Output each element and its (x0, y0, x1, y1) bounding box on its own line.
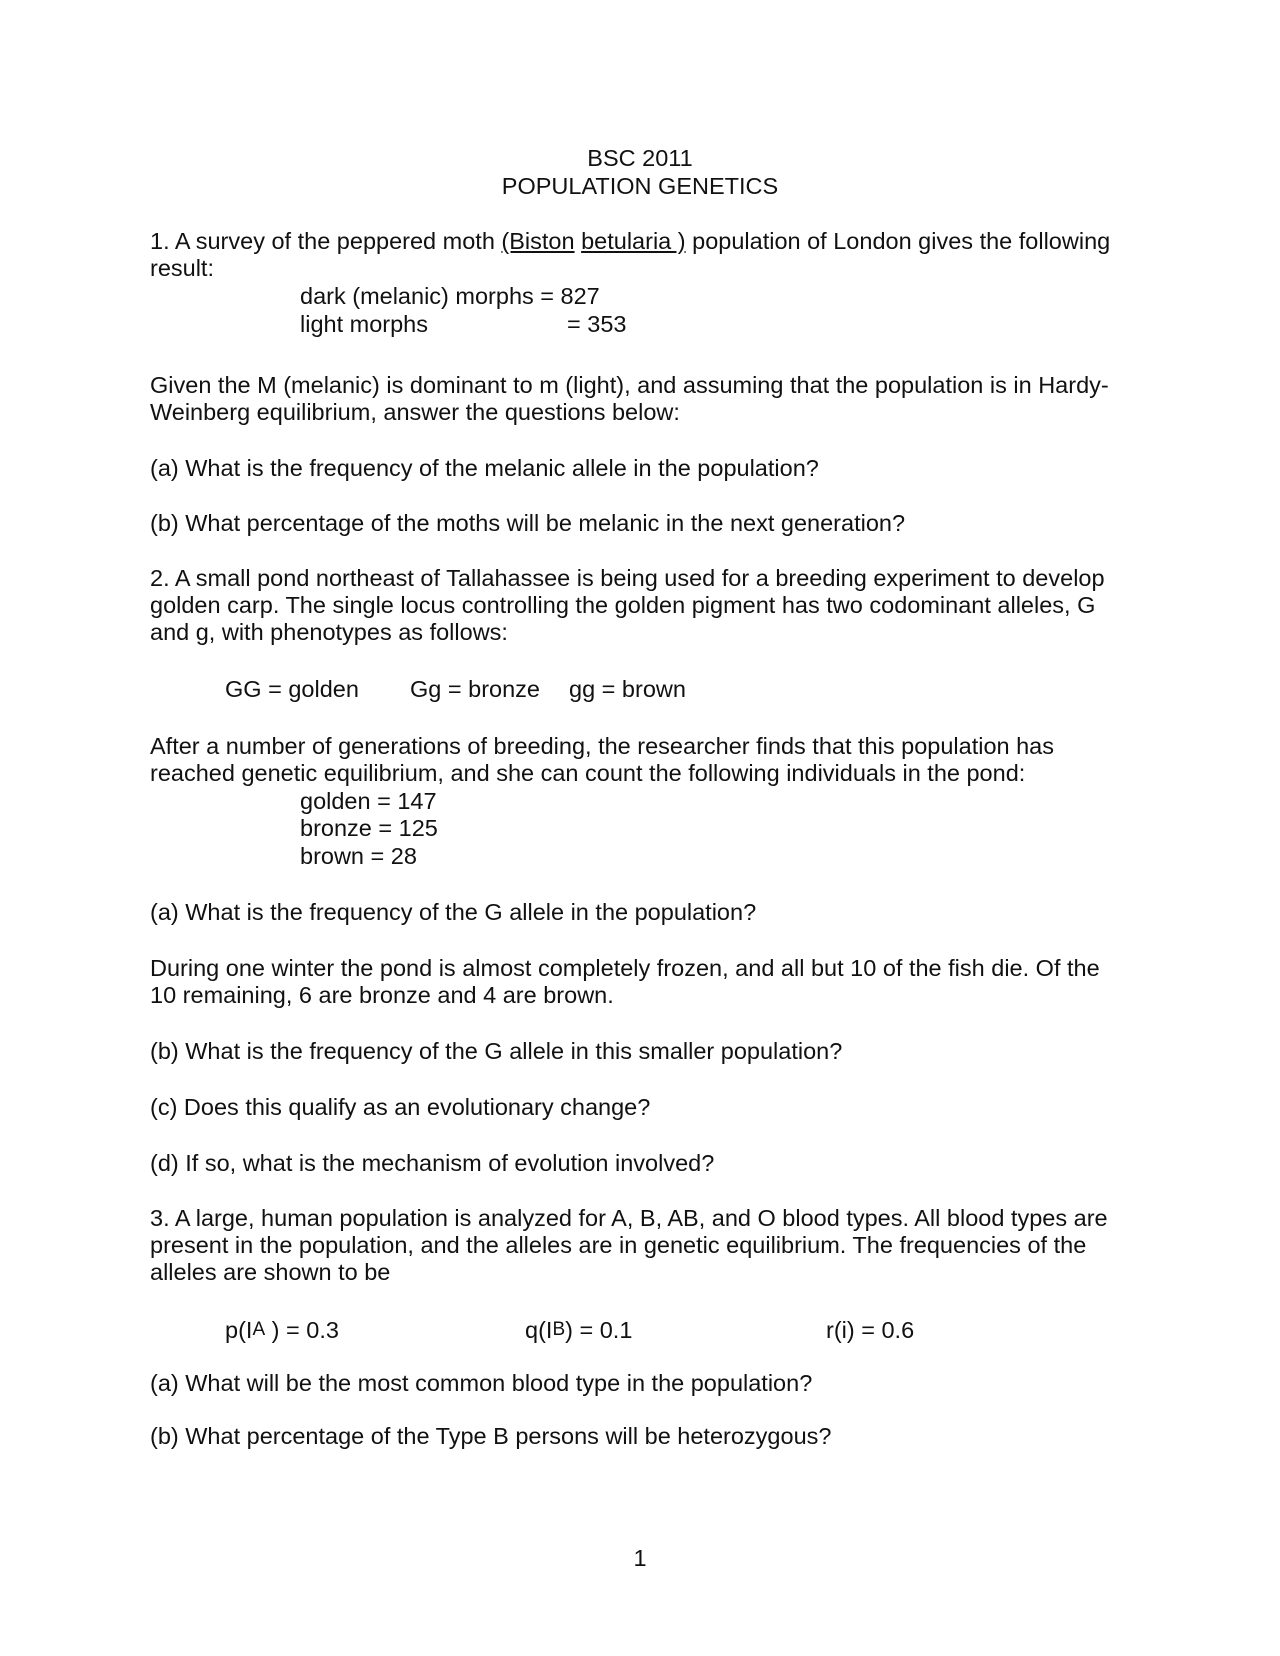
species-genus: (Biston (501, 228, 575, 254)
q1-given: Given the M (melanic) is dominant to m (light), and assuming that the population is in Hardy-Weinberg equilibrium, answer the questions below: (150, 372, 1109, 425)
allele-freq-r: r(i) = 0.6 (826, 1317, 915, 1343)
dark-morphs-count: dark (melanic) morphs = 827 (300, 283, 600, 309)
page-number: 1 (633, 1545, 647, 1571)
allele-freq-q (525, 1317, 632, 1344)
q3-part-b: (b) What percentage of the Type B persons will be heterozygous? (150, 1423, 832, 1449)
phenotype-bronze: Gg = bronze (410, 676, 540, 702)
allele-freq-q-superscript: B (552, 1319, 566, 1340)
course-code: BSC 2011 (587, 145, 693, 171)
q1-intro-lead: 1. A survey of the peppered moth (150, 228, 502, 254)
species-name: betularia ) (581, 228, 686, 254)
allele-freq-p-value: ) = 0.3 (265, 1317, 339, 1343)
q3-part-a: (a) What will be the most common blood type in the population? (150, 1370, 813, 1396)
phenotype-golden: GG = golden (225, 676, 359, 702)
bronze-count: bronze = 125 (300, 815, 438, 841)
q2-after: After a number of generations of breeding, the researcher finds that this population has reached genetic equilibrium, and she can count the following individuals in the pond: (150, 733, 1055, 786)
q1-part-b: (b) What percentage of the moths will be melanic in the next generation? (150, 510, 906, 536)
q2-winter: During one winter the pond is almost completely frozen, and all but 10 of the fish die. Of the 10 remaining, 6 are bronze and 4 are brown. (150, 955, 1100, 1008)
light-morphs-label: light morphs (300, 311, 428, 337)
q3-intro: 3. A large, human population is analyzed for A, B, AB, and O blood types. All blood types are present in the population, and the alleles are in genetic equilibrium. The frequencies of the alleles are shown to be (150, 1205, 1108, 1285)
brown-count: brown = 28 (300, 843, 417, 869)
light-morphs-count: = 353 (567, 311, 627, 337)
allele-freq-q-value: ) = 0.1 (565, 1317, 633, 1343)
allele-freq-p-superscript: A (252, 1319, 266, 1340)
q1-intro-tail: population of London gives the following result: (150, 228, 1111, 281)
q1-part-a: (a) What is the frequency of the melanic allele in the population? (150, 455, 819, 481)
phenotype-brown: gg = brown (569, 676, 686, 702)
page-title: POPULATION GENETICS (501, 173, 779, 199)
allele-freq-q-lead: q(I (525, 1317, 553, 1343)
golden-count: golden = 147 (300, 788, 437, 814)
q2-part-c: (c) Does this qualify as an evolutionary change? (150, 1094, 651, 1120)
q2-intro: 2. A small pond northeast of Tallahassee is being used for a breeding experiment to develop golden carp. The single locus controlling the golden pigment has two codominant alleles, G and g, with phenotypes as follows: (150, 565, 1105, 645)
allele-freq-p (225, 1317, 339, 1344)
q1-intro (150, 228, 1130, 282)
q2-part-b: (b) What is the frequency of the G allele in this smaller population? (150, 1038, 843, 1064)
q2-part-a: (a) What is the frequency of the G allele in the population? (150, 899, 757, 925)
allele-freq-p-lead: p(I (225, 1317, 253, 1343)
q2-part-d: (d) If so, what is the mechanism of evolution involved? (150, 1150, 715, 1176)
